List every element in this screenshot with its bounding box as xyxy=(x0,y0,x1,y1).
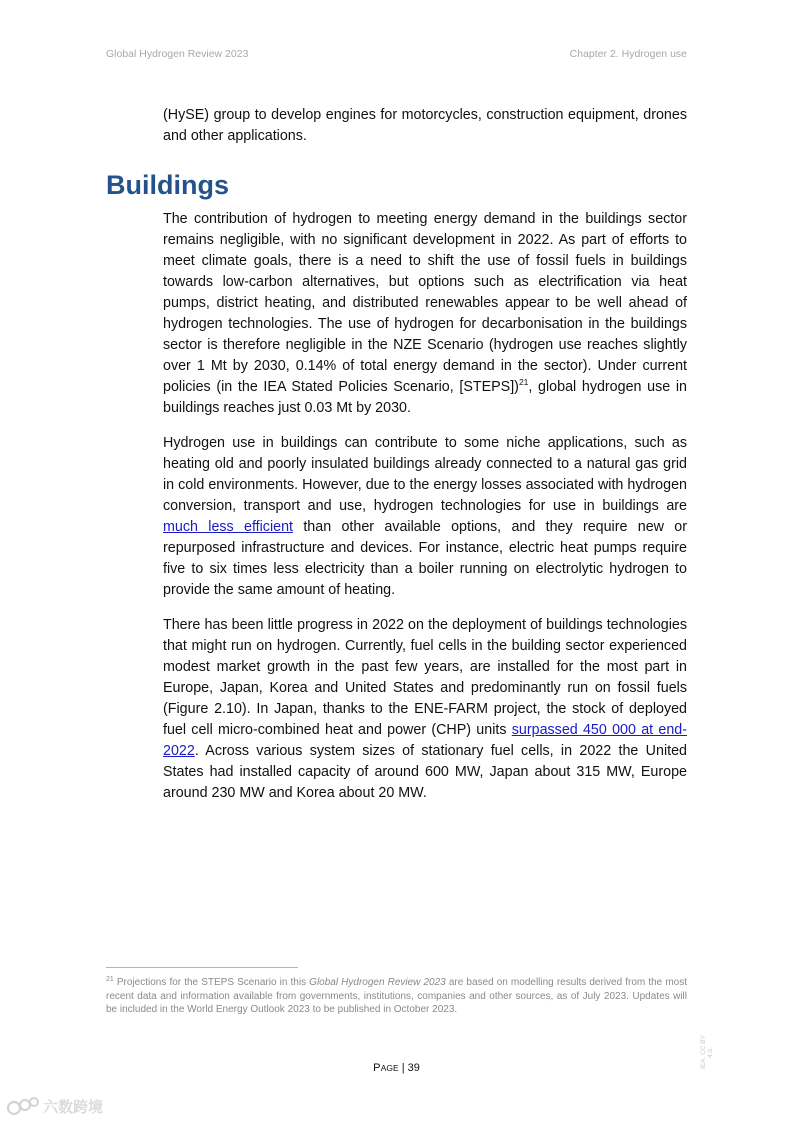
footnote-divider xyxy=(106,967,298,968)
footnote-report-title: Global Hydrogen Review 2023 xyxy=(309,977,446,988)
lead-paragraph-text: (HySE) group to develop engines for motorcycles, construction equipment, drones and other applications. xyxy=(163,107,687,144)
lead-paragraph xyxy=(163,105,687,147)
paragraph-3-text-b: . Across various system sizes of stationary fuel cells, in 2022 the United States had installed capacity of around 600 MW, Japan about 315 MW, Europe around 230 MW and Korea about 20 MW. xyxy=(163,743,687,801)
ene-farm-surpassed-link[interactable]: surpassed 450 000 at end-2022 xyxy=(163,722,687,759)
paragraph-2 xyxy=(163,433,687,601)
running-header-title: Global Hydrogen Review 2023 xyxy=(106,48,249,60)
section-heading: Buildings xyxy=(106,170,229,200)
page-label-initial: P xyxy=(373,1062,381,1074)
paragraph-2-text-b: than other available options, and they require new or repurposed infrastructure and devices. For instance, electric heat pumps require five to six times less electricity than a boiler running on electrolytic hydrogen to provide the same amount of heating. xyxy=(163,519,687,598)
footnote-text-a: Projections for the STEPS Scenario in this xyxy=(113,977,310,988)
watermark-text: 六数跨境 xyxy=(43,1098,104,1116)
page-number-value: 39 xyxy=(407,1062,420,1074)
paragraph-2-text-a: Hydrogen use in buildings can contribute to some niche applications, such as heating old and poorly insulated buildings already connected to a natural gas grid in cold environments. However, due to the energy losses associated with hydrogen conversion, transport and use, hydrogen technologies for use in buildings are xyxy=(163,435,687,514)
paragraph-3 xyxy=(163,615,687,804)
paragraph-1-text-b: , global hydrogen use in buildings reaches just 0.03 Mt by 2030. xyxy=(163,379,687,416)
paragraph-1-text-a: The contribution of hydrogen to meeting energy demand in the buildings sector remains negligible, with no significant development in 2022. As part of efforts to meet climate goals, there is a need to shift the use of fossil fuels in buildings towards low-carbon alternatives, but options such as electrification via heat pumps, district heating, and distributed renewables appear to be well ahead of hydrogen technologies. The use of hydrogen for decarbonisation in the buildings sector is therefore negligible in the NZE Scenario (hydrogen use reaches slightly over 1 Mt by 2030, 0.14% of total energy demand in the sector). Under current policies (in the IEA Stated Policies Scenario, [STEPS]) xyxy=(163,211,687,395)
running-header-chapter: Chapter 2. Hydrogen use xyxy=(569,48,687,60)
section-body xyxy=(163,209,687,818)
paragraph-3-text-a: There has been little progress in 2022 on the deployment of buildings technologies that might run on hydrogen. Currently, fuel cells in the building sector experienced modest market growth in the past few years, are installed for the most part in Europe, Japan, Korea and United States and predominantly run on fossil fuels (Figure 2.10). In Japan, thanks to the ENE-FARM project, the stock of deployed fuel cell micro-combined heat and power (CHP) units xyxy=(163,617,687,738)
page-label-rest: AGE xyxy=(380,1063,399,1073)
footnote-number: 21 xyxy=(106,976,114,983)
much-less-efficient-link[interactable]: much less efficient xyxy=(163,519,294,535)
page-separator: | xyxy=(398,1062,408,1074)
footnote-ref[interactable]: 21 xyxy=(518,377,529,387)
watermark-logo-icon xyxy=(6,1095,40,1117)
paragraph-1 xyxy=(163,209,687,419)
page-number xyxy=(0,1062,793,1074)
footnote-text-b: are based on modelling results derived from the most recent data and information available from governments, institutions, companies and other sources, as of July 2023. Updates will be included in the World Energy Outlook 2023 to be published in October 2023. xyxy=(106,977,688,1015)
footnote xyxy=(106,976,687,1017)
license-notice: IEA. CC BY 4.0. xyxy=(700,1035,714,1070)
watermark xyxy=(6,1094,106,1118)
